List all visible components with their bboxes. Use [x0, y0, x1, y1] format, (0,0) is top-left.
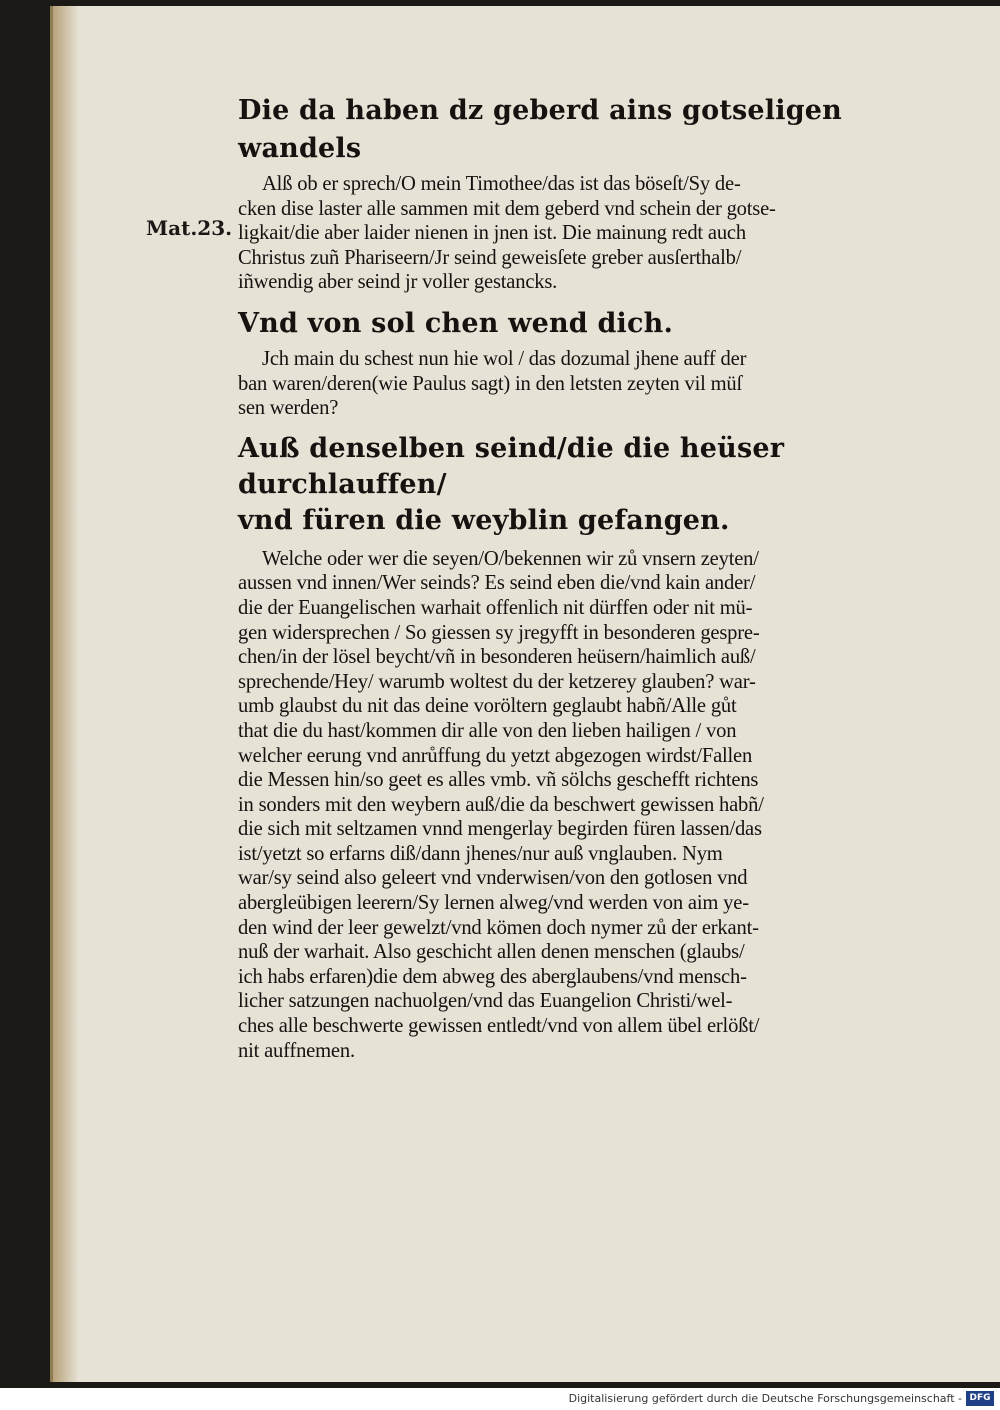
- para3-line: gen widersprechen / So giessen sy jregyfft in besonderen gespre-: [238, 621, 760, 644]
- para3-line: die der Euangelischen warhait offenlich nit dürffen oder nit mü-: [238, 596, 753, 619]
- page-gutter-shadow: [53, 6, 79, 1382]
- para3-line: nit auffnemen.: [238, 1039, 355, 1062]
- page-text: [238, 92, 940, 1073]
- dfg-logo: DFG: [966, 1391, 994, 1406]
- para2-line: sen werden?: [238, 397, 339, 420]
- para1-line: Alß ob er sprech/O mein Timothee/das ist das böseſt/Sy de-: [262, 173, 741, 195]
- heading-3: [238, 431, 940, 539]
- para3-line: Welche oder wer die seyen/O/bekennen wir zů vnsern zeyten/: [262, 547, 759, 570]
- para1-line: iñwendig aber seind jr voller gestancks.: [238, 271, 558, 294]
- para3-line: that die du hast/kommen dir alle von den lieben hailigen / von: [238, 719, 737, 742]
- para3-line: die sich mit seltzamen vnnd mengerlay begirden füren lassen/das: [238, 818, 762, 841]
- para3-line: den wind der leer gewelzt/vnd kömen doch nymer zů der erkant-: [238, 916, 759, 939]
- para3-line: umb glaubst du nit das deine voröltern geglaubt habñ/Alle gůt: [238, 695, 737, 718]
- para3-line: welcher eerung vnd anrůffung du yetzt abgezogen wirdst/Fallen: [238, 744, 753, 767]
- para3-line: ich habs erfaren)die dem abweg des aberglaubens/vnd mensch-: [238, 965, 747, 988]
- para2-line: Jch main du schest nun hie wol / das dozumal jhene auff der: [262, 347, 747, 370]
- para3-line: sprechende/Hey/ warumb woltest du der ketzerey glauben? war-: [238, 670, 756, 693]
- heading-3-line: vnd füren die weyblin gefangen.: [238, 504, 730, 536]
- para3-line: in sonders mit den weybern auß/die da beschwert gewissen habñ/: [238, 793, 764, 816]
- heading-1: Die da haben dz geberd ains gotseligen wandels: [238, 95, 842, 164]
- paragraph-3: [238, 547, 940, 1063]
- para3-line: ches alle beschwerte gewissen entledt/vnd von allem übel erlößt/: [238, 1015, 760, 1038]
- para3-line: ist/yetzt so erfarns diß/dann jhenes/nur auß vnglauben. Nym: [238, 842, 723, 865]
- para2-line: ban waren/deren(wie Paulus sagt) in den letsten zeyten vil müſ: [238, 372, 743, 395]
- footer-credit: Digitalisierung gefördert durch die Deutsche Forschungsgemeinschaft -: [568, 1392, 962, 1405]
- para1-line: cken dise laster alle sammen mit dem geberd vnd schein der gotse-: [238, 197, 776, 220]
- para1-line: ligkait/die aber laider nienen in jnen ist. Die mainung redt auch: [238, 222, 746, 245]
- para3-line: licher satzungen nachuolgen/vnd das Euangelion Christi/wel-: [238, 990, 733, 1013]
- heading-3-line: Auß denselben seind/die die heüser durchlauffen/: [238, 432, 785, 500]
- para3-line: nuß der warhait. Also geschicht allen denen menschen (glaubs/: [238, 941, 745, 964]
- heading-2: Vnd von sol chen wend dich.: [238, 307, 674, 339]
- paragraph-2: [238, 347, 940, 421]
- paragraph-1: [238, 172, 940, 295]
- para3-line: aussen vnd innen/Wer seinds? Es seind eben die/vnd kain ander/: [238, 572, 756, 595]
- footer-bar: [0, 1388, 1000, 1410]
- margin-note: Mat.23.: [146, 216, 233, 240]
- para3-line: abergleübigen leerern/Sy lernen alweg/vnd werden von aim ye-: [238, 892, 749, 915]
- para3-line: war/sy seind also geleert vnd vnderwisen/von den gotlosen vnd: [238, 867, 748, 890]
- para3-line: die Messen hin/so geet es alles vmb. vñ sölchs geschefft richtens: [238, 769, 759, 792]
- para3-line: chen/in der lösel beycht/vñ in besonderen heüsern/haimlich auß/: [238, 646, 756, 669]
- para1-line: Christus zuñ Phariseern/Jr seind geweisſete greber ausſerthalb/: [238, 246, 742, 269]
